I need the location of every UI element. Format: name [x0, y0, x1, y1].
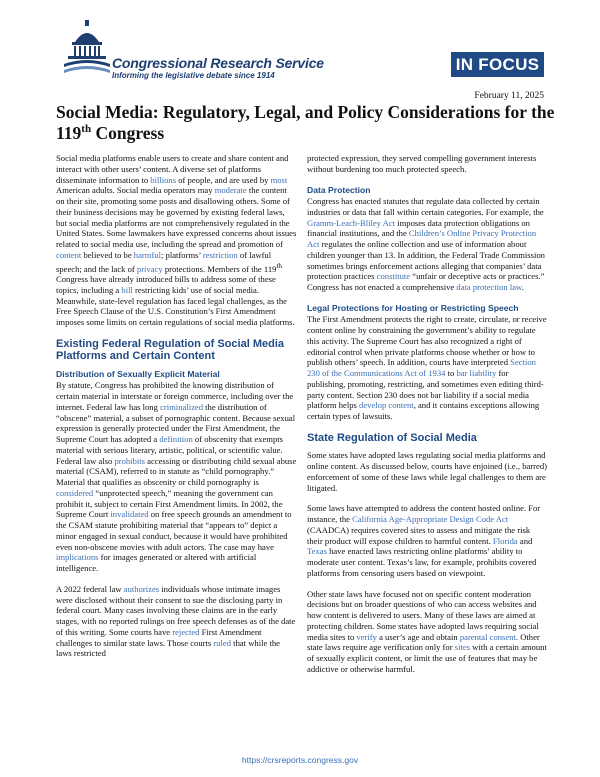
link-bill[interactable]: bill	[121, 284, 133, 295]
state-paragraph-3: Other state laws have focused not on specific content moderation decisions but on broader questions of who can access websites and how content is delivered to users. Many of these laws are aimed at protecting children. Some states have adopted laws requiring social media sites to verify a user’s age and obtain parental consent. Other state laws require age verification only for sites with a certain amount of sexually explicit content, or limit the use of features that may be addictive or otherwise harmful.	[307, 588, 547, 674]
link-considered[interactable]: considered	[56, 487, 94, 498]
intro-paragraph: Social media platforms enable users to create and share content and interact with other users’ content. A diverse set of platforms disseminate information to billions of people, and are used by most American adults. Social media operators may moderate the content on their site, promoting some posts and disallowing others. Some of their business decisions may be governed by existing federal laws, but social media platforms are not comprehensively regulated in the United States. Some lawmakers have expressed concerns about issues related to social media use, including the spread and promotion of content believed to be harmful; platforms’ restriction of lawful speech; and the lack of privacy protections. Members of the 119th Congress have already introduced bills to address some of these topics, including a bill restricting kids’ use of social media. Meanwhile, state-level regulation has faced legal challenges, as the Free Speech Clause of the U.S. Constitution’s First Amendment imposes some limits on certain regulations of social media platforms.	[56, 153, 297, 328]
link-criminalized[interactable]: criminalized	[160, 401, 204, 412]
left-column	[56, 153, 297, 669]
link-moderate[interactable]: moderate	[214, 185, 247, 196]
link-most[interactable]: most	[270, 174, 288, 185]
link-authorizes[interactable]: authorizes	[123, 583, 160, 594]
hosting-paragraph: The First Amendment protects the right to create, circulate, or receive content online by constraining the government’s ability to regulate this activity. The Supreme Court has also recognized a right of editorial control when private platforms choose whether or how to publish others’ speech. In addition, courts have interpreted Section 230 of the Communications Act of 1934 to bar liability for publishing, promoting, restricting, and sometimes even editing third-party content. Section 230 does not bar liability if a social media platform helps develop content, and it contains exceptions allowing certain types of lawsuits.	[307, 314, 547, 421]
link-content[interactable]: content	[56, 249, 82, 260]
link-bar-liability[interactable]: bar liability	[456, 368, 497, 378]
link-harmful[interactable]: harmful	[133, 249, 162, 260]
link-invalidated[interactable]: invalidated	[110, 509, 149, 520]
link-coppa[interactable]: Children’s Online Privacy Protection Act	[307, 228, 537, 249]
link-gramm-leach-bliley[interactable]: Gramm-Leach-Bliley Act	[307, 217, 396, 228]
link-caadca[interactable]: California Age-Appropriate Design Code Act	[352, 514, 509, 524]
link-rejected[interactable]: rejected	[172, 626, 200, 637]
right-column	[307, 153, 548, 685]
capitol-dome-icon	[62, 18, 112, 76]
link-parental-consent[interactable]: parental consent	[459, 631, 516, 642]
link-restriction[interactable]: restriction	[202, 249, 238, 260]
link-ruled[interactable]: ruled	[213, 637, 232, 648]
link-section-230[interactable]: Section 230 of the Communications Act of 1934	[307, 357, 536, 378]
link-develop-content[interactable]: develop content	[359, 400, 414, 411]
link-florida[interactable]: Florida	[492, 535, 518, 546]
subheading-hosting-speech: Legal Protections for Hosting or Restricting Speech	[307, 302, 519, 313]
link-implications[interactable]: implications	[56, 552, 99, 563]
data-protection-paragraph: Congress has enacted statutes that regulate data collected by certain industries or data that fall within certain categories. For example, the Gramm-Leach-Bliley Act imposes data protection obligations on financial institutions, and the Children’s Online Privacy Protection Act regulates the online collection and use of information about children younger than 13. In addition, the Federal Trade Commission sometimes brings enforcement actions alleging that companies’ data protection practices constitute “unfair or deceptive acts or practices.” Congress has not enacted a comprehensive data protection law.	[307, 196, 545, 292]
section-heading-federal: Existing Federal Regulation of Social Media Platforms and Certain Content	[56, 337, 284, 363]
sexual-material-paragraph-1: By statute, Congress has prohibited the knowing distribution of certain material in interstate or foreign commerce, including over the internet. Federal law has long criminalized the distribution of “obscene” material, a subset of pornographic content. Because sexual expression is generally protected under the First Amendment, the Supreme Court has adopted a definition of obscenity that exempts material with serious literary, artistic, political, or scientific value. Federal law also prohibits accessing or distributing child sexual abuse material (CSAM), referred to in statute as “child pornography.” Material that qualifies as obscenity or child pornography is considered “unprotected speech,” meaning the government can prohibit it, subject to certain First Amendment limits. In 2002, the Supreme Court invalidated on free speech grounds an amendment to the CSAM statute prohibiting material that “appears to” depict a minor engaged in sexual conduct, because it would have prohibited even non-obscene movies with adult actors. The case may have implications for images generated or altered with artificial intelligence.	[56, 380, 297, 574]
page-title: Social Media: Regulatory, Legal, and Policy Considerations for the 119th Congress	[56, 102, 555, 143]
link-sites[interactable]: sites	[454, 642, 470, 653]
link-texas[interactable]: Texas	[307, 546, 327, 557]
link-prohibits[interactable]: prohibits	[114, 455, 146, 466]
state-paragraph-1: Some states have adopted laws regulating social media platforms and online content. As discussed below, courts have enjoined (i.e., barred) enforcement of some of these laws while legal challenges to them are litigated.	[307, 450, 547, 493]
link-verify[interactable]: verify	[356, 631, 377, 642]
sexual-material-paragraph-2: A 2022 federal law authorizes individuals whose intimate images were disclosed without their consent to sue the disclosing party in federal court. Many cases involving these claims are in the early stages, with no reported rulings on free speech defenses as of the date of this writing. Some courts have rejected First Amendment challenges to similar state laws. Those courts ruled that while the laws restricted	[56, 583, 296, 659]
brand-name: Congressional Research Service	[112, 55, 324, 71]
report-date: February 11, 2025	[474, 91, 544, 101]
link-definition[interactable]: definition	[159, 434, 193, 445]
section-heading-state: State Regulation of Social Media	[307, 431, 477, 444]
footer-url[interactable]: https://crsreports.congress.gov	[241, 755, 359, 765]
subheading-sexual-material: Distribution of Sexually Explicit Material	[56, 368, 220, 379]
report-header	[0, 0, 600, 88]
link-data-protection-law[interactable]: data protection law	[456, 282, 522, 292]
state-paragraph-2: Some laws have attempted to address the content hosted online. For instance, the California Age-Appropriate Design Code Act (CAADCA) requires covered sites to assess and mitigate the risk their product will expose children to harmful content. Florida and Texas have enacted laws restricting online platforms’ ability to moderate user content. Texas’s law, for example, prohibits covered platforms from censoring users based on viewpoint.	[307, 503, 541, 578]
link-privacy[interactable]: privacy	[136, 263, 163, 274]
link-billions[interactable]: billions	[150, 174, 177, 185]
in-focus-badge: IN FOCUS	[451, 52, 544, 77]
link-constitute[interactable]: constitute	[376, 271, 411, 282]
brand-tagline: Informing the legislative debate since 1914	[112, 71, 275, 80]
subheading-data-protection: Data Protection	[307, 184, 371, 195]
continued-paragraph: protected expression, they served compelling government interests without burdening too much protected speech.	[307, 153, 537, 174]
